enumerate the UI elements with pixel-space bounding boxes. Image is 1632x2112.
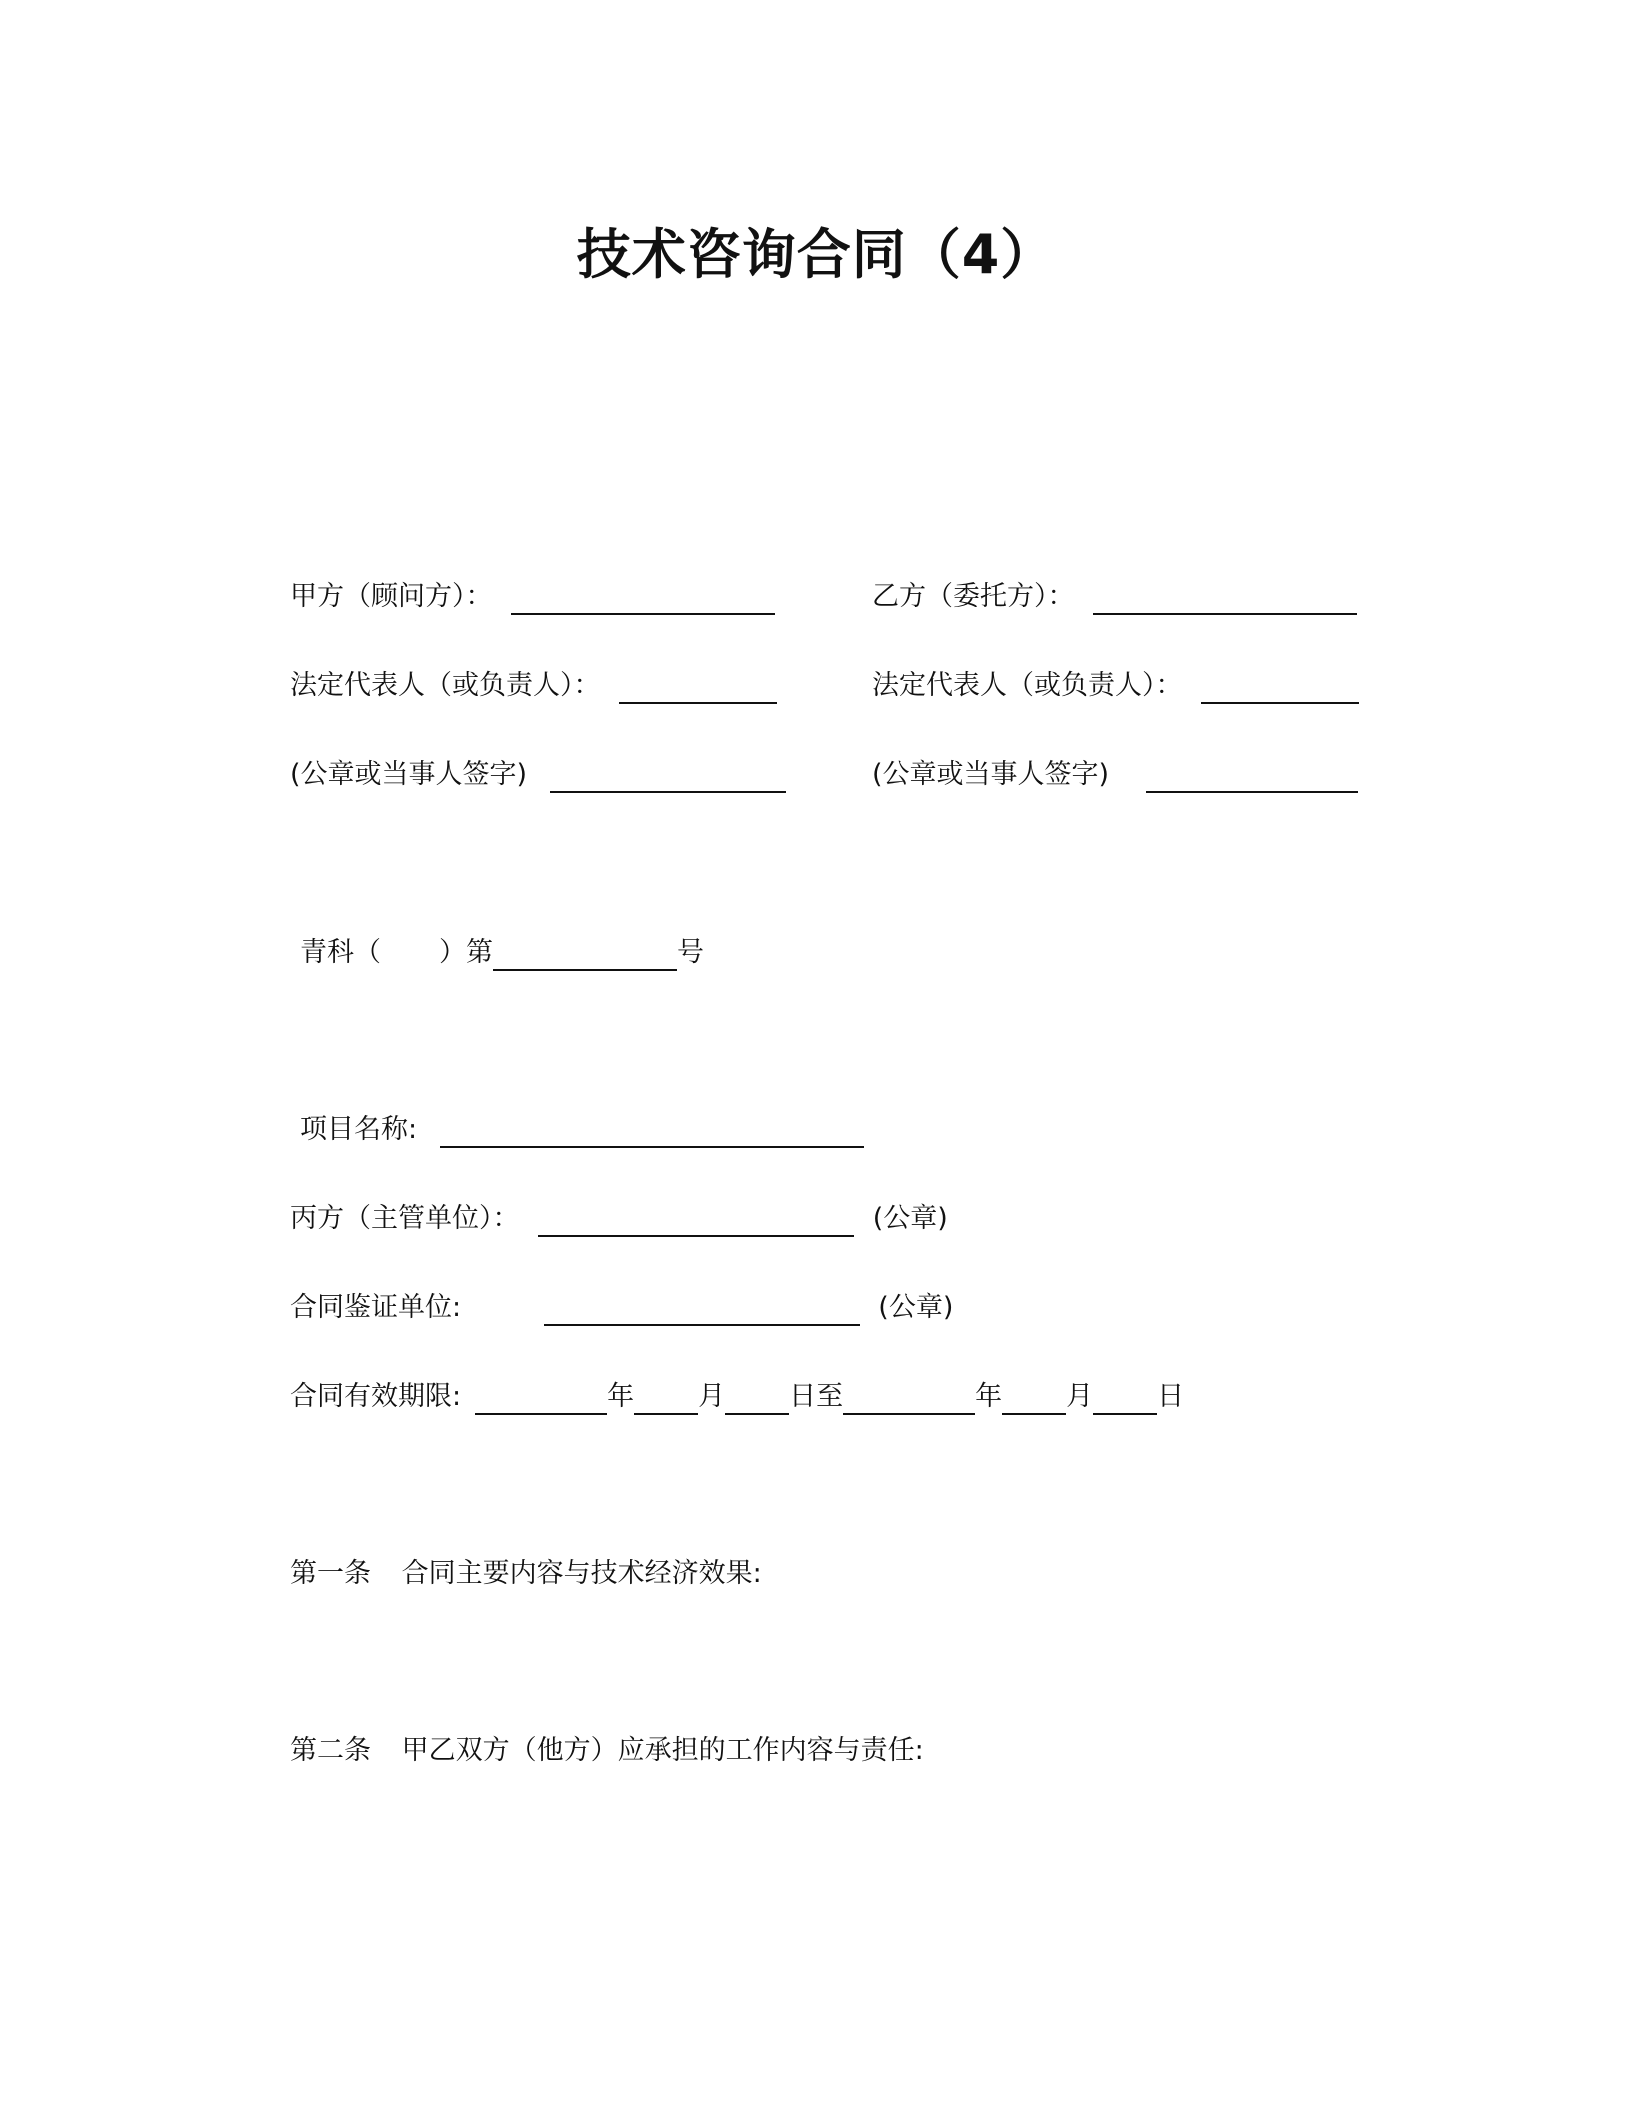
rep-b-label: 法定代表人（或负责人）：: [872, 670, 1183, 701]
contract-number-middle: ）第: [439, 937, 493, 968]
verification-label: 合同鉴证单位:: [290, 1292, 462, 1323]
article-1-number: 第一条: [290, 1558, 371, 1589]
project-name-blank: [440, 1116, 864, 1148]
rep-a-row: [290, 668, 777, 704]
party-c-label: 丙方（主管单位）：: [290, 1203, 520, 1234]
validity-month2: 月: [1066, 1381, 1094, 1412]
validity-start-month-blank: [634, 1383, 698, 1415]
article-2-number: 第二条: [290, 1735, 371, 1766]
verification-seal: (公章): [878, 1292, 954, 1323]
article-2: [290, 1733, 924, 1769]
document-title: 技术咨询合同（4）: [576, 223, 1056, 286]
project-name-row: [300, 1112, 864, 1148]
seal-b-blank: [1146, 761, 1358, 793]
party-c-seal: (公章): [872, 1203, 948, 1234]
validity-start-day-blank: [725, 1383, 789, 1415]
party-c-row: [290, 1201, 948, 1237]
seal-a-blank: [550, 761, 786, 793]
contract-number-suffix: 号: [677, 937, 704, 968]
article-2-text: 甲乙双方（他方）应承担的工作内容与责任:: [401, 1735, 924, 1766]
party-a-label: 甲方（顾问方）：: [290, 581, 493, 612]
seal-a-label: (公章或当事人签字): [290, 759, 528, 790]
validity-row: [290, 1379, 1184, 1415]
contract-number-blank: [493, 939, 677, 971]
article-1: [290, 1556, 762, 1592]
validity-day1-to: 日至: [789, 1381, 844, 1412]
party-b-blank: [1093, 583, 1357, 615]
validity-month1: 月: [698, 1381, 726, 1412]
validity-end-year-blank: [843, 1383, 975, 1415]
article-1-text: 合同主要内容与技术经济效果:: [401, 1558, 762, 1589]
party-b-label: 乙方（委托方）：: [872, 581, 1075, 612]
rep-a-label: 法定代表人（或负责人）：: [290, 670, 601, 701]
rep-b-blank: [1201, 672, 1359, 704]
contract-number-row: [300, 935, 704, 971]
rep-b-row: [872, 668, 1359, 704]
validity-year1: 年: [607, 1381, 635, 1412]
party-a-row: [290, 579, 775, 615]
project-name-label: 项目名称:: [300, 1114, 418, 1145]
seal-b-label: (公章或当事人签字): [872, 759, 1110, 790]
seal-b-row: [872, 757, 1358, 793]
validity-start-year-blank: [475, 1383, 607, 1415]
verification-blank: [544, 1294, 860, 1326]
validity-label: 合同有效期限:: [290, 1381, 462, 1412]
seal-a-row: [290, 757, 786, 793]
rep-a-blank: [619, 672, 777, 704]
party-a-blank: [511, 583, 775, 615]
party-c-blank: [538, 1205, 854, 1237]
validity-day2: 日: [1157, 1381, 1185, 1412]
validity-end-day-blank: [1093, 1383, 1157, 1415]
verification-row: [290, 1290, 953, 1326]
contract-number-prefix: 青科（: [300, 937, 381, 968]
validity-end-month-blank: [1002, 1383, 1066, 1415]
party-b-row: [872, 579, 1357, 615]
validity-year2: 年: [975, 1381, 1003, 1412]
